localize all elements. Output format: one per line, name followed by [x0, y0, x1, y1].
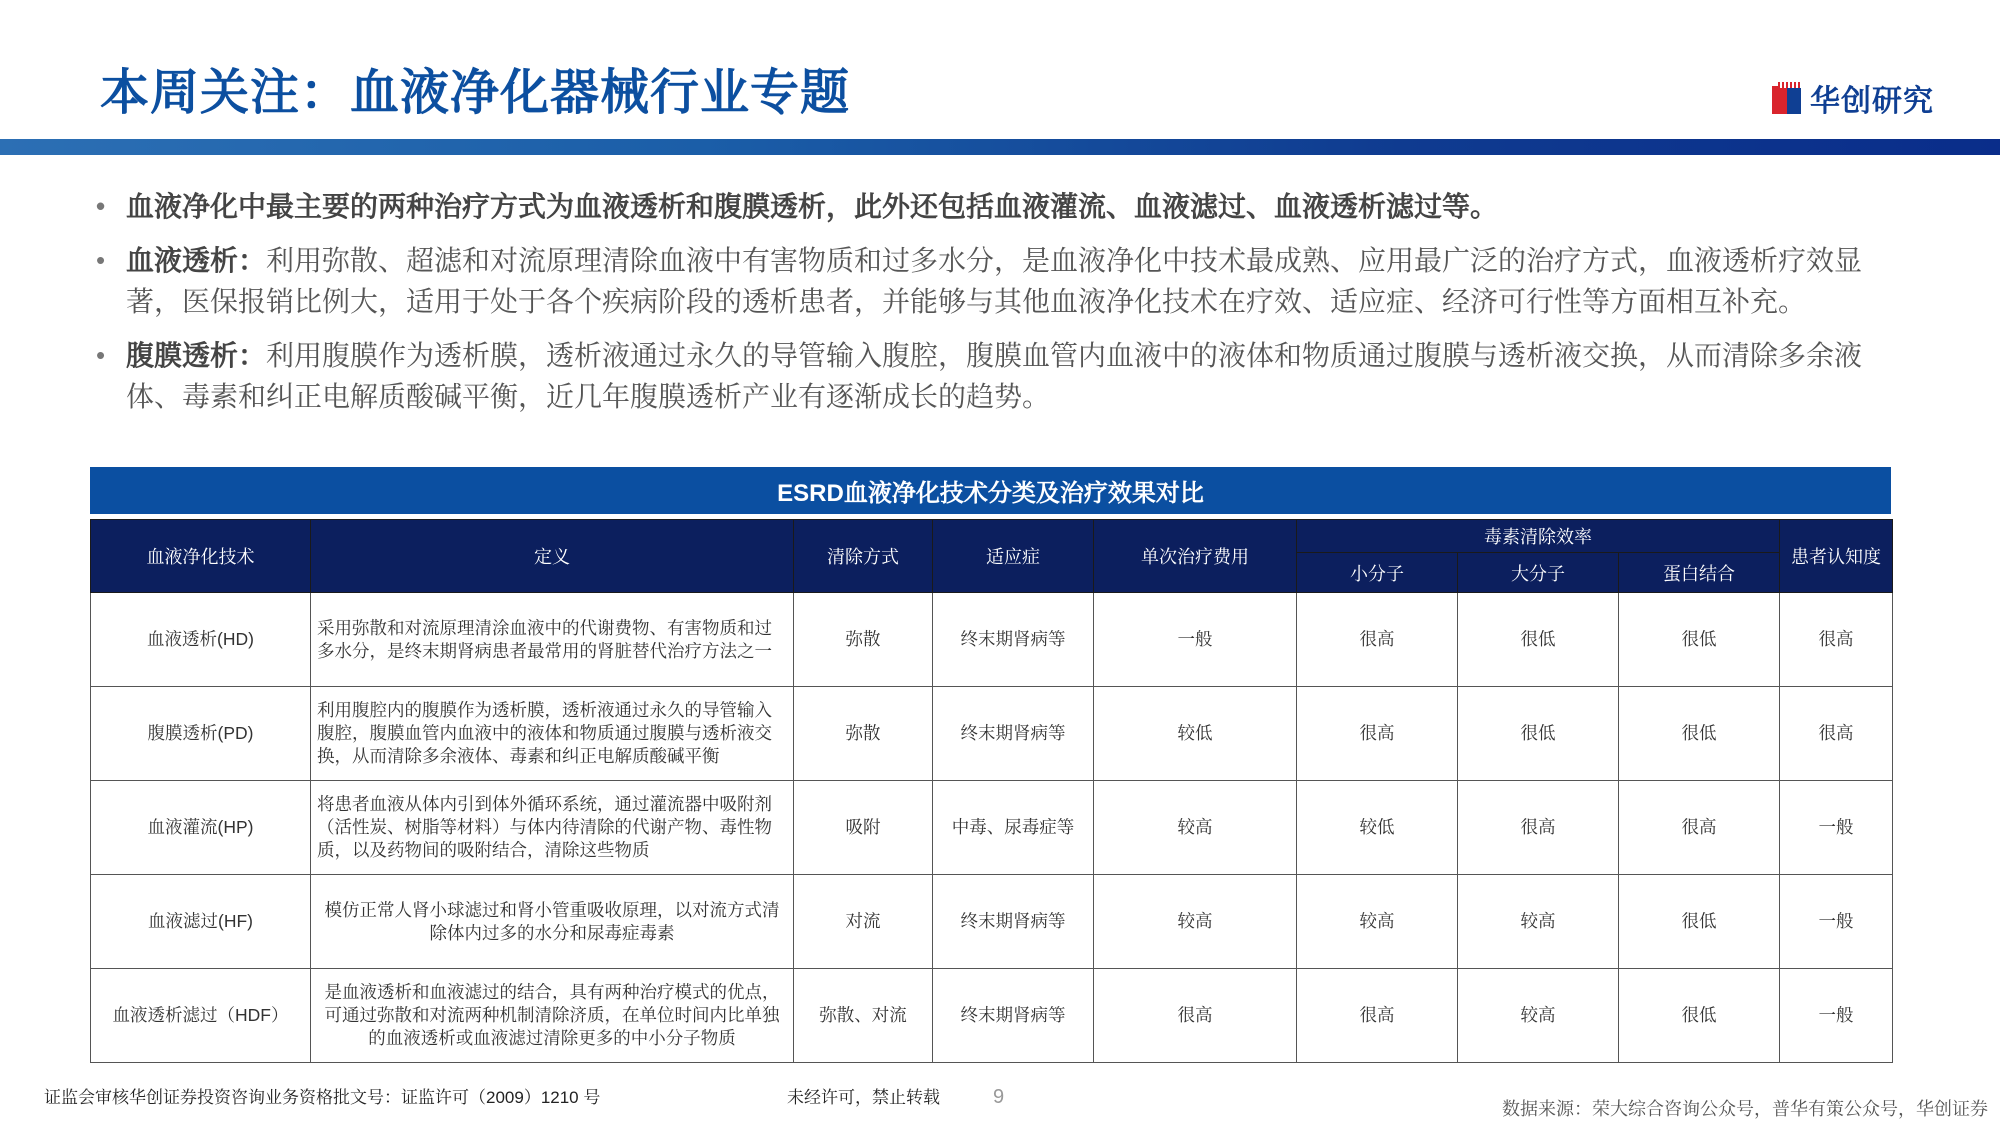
cell-technique: 腹膜透析(PD) — [91, 687, 311, 781]
cell-small: 很高 — [1297, 969, 1458, 1063]
cell-cost: 较高 — [1094, 781, 1297, 875]
bullet-item — [96, 240, 1866, 322]
cell-method: 弥散 — [794, 593, 933, 687]
cell-technique: 血液透析滤过（HDF） — [91, 969, 311, 1063]
header-clearance-method: 清除方式 — [794, 520, 933, 593]
bullet-item — [96, 186, 1896, 227]
header-definition: 定义 — [311, 520, 794, 593]
cell-technique: 血液滤过(HF) — [91, 875, 311, 969]
bullet-text: 利用弥散、超滤和对流原理清除血液中有害物质和过多水分，是血液净化中技术最成熟、应用最广泛的治疗方式，血液透析疗效显著，医保报销比例大，适用于处于各个疾病阶段的透析患者，并能够与其他血液净化技术在疗效、适应症、经济可行性等方面相互补充。 — [126, 245, 1863, 317]
header-cost: 单次治疗费用 — [1094, 520, 1297, 593]
cell-indication: 终末期肾病等 — [933, 875, 1094, 969]
cell-method: 吸附 — [794, 781, 933, 875]
cell-method: 对流 — [794, 875, 933, 969]
header-large-molecule: 大分子 — [1458, 553, 1619, 593]
cell-large: 很低 — [1458, 687, 1619, 781]
bullet-item — [96, 335, 1866, 417]
cell-protein: 很低 — [1619, 593, 1780, 687]
cell-protein: 很高 — [1619, 781, 1780, 875]
cell-technique: 血液透析(HD) — [91, 593, 311, 687]
header-protein-bound: 蛋白结合 — [1619, 553, 1780, 593]
brand-logo — [1772, 76, 1934, 120]
header-divider-bar — [0, 139, 2000, 155]
page-title: 本周关注：血液净化器械行业专题 — [100, 66, 851, 120]
bullet-heading: 腹膜透析： — [126, 340, 267, 371]
bullet-text: 利用腹膜作为透析膜，透析液通过永久的导管输入腹腔，腹膜血管内血液中的液体和物质通过腹膜与透析液交换，从而清除多余液体、毒素和纠正电解质酸碱平衡，近几年腹膜透析产业有逐渐成长的趋势。 — [126, 340, 1863, 412]
cell-awareness: 一般 — [1780, 875, 1893, 969]
cell-cost: 较低 — [1094, 687, 1297, 781]
cell-method: 弥散、对流 — [794, 969, 933, 1063]
table-row — [91, 687, 1893, 781]
logo-text: 华创研究 — [1810, 85, 1934, 118]
cell-large: 较高 — [1458, 875, 1619, 969]
bullet-heading: 血液透析： — [126, 245, 267, 276]
cell-cost: 很高 — [1094, 969, 1297, 1063]
cell-small: 较高 — [1297, 875, 1458, 969]
table-row — [91, 781, 1893, 875]
comparison-table — [90, 519, 1893, 1063]
cell-indication: 终末期肾病等 — [933, 593, 1094, 687]
logo-cube-icon — [1772, 82, 1802, 114]
header-small-molecule: 小分子 — [1297, 553, 1458, 593]
table-row — [91, 969, 1893, 1063]
cell-awareness: 很高 — [1780, 687, 1893, 781]
cell-indication: 中毒、尿毒症等 — [933, 781, 1094, 875]
bullet-list — [96, 186, 1896, 430]
cell-small: 很高 — [1297, 687, 1458, 781]
cell-small: 较低 — [1297, 781, 1458, 875]
header-toxin-group: 毒素清除效率 — [1297, 520, 1780, 553]
header-indication: 适应症 — [933, 520, 1094, 593]
cell-definition: 利用腹腔内的腹膜作为透析膜，透析液通过永久的导管输入腹腔，腹膜血管内血液中的液体和物质通过腹膜与透析液交换，从而清除多余液体、毒素和纠正电解质酸碱平衡 — [311, 687, 794, 781]
license-text: 证监会审核华创证券投资咨询业务资格批文号：证监许可（2009）1210 号 — [44, 1088, 601, 1107]
cell-definition: 模仿正常人肾小球滤过和肾小管重吸收原理，以对流方式清除体内过多的水分和尿毒症毒素 — [311, 875, 794, 969]
cell-awareness: 一般 — [1780, 969, 1893, 1063]
cell-protein: 很低 — [1619, 875, 1780, 969]
cell-large: 很低 — [1458, 593, 1619, 687]
bullet-summary: 血液净化中最主要的两种治疗方式为血液透析和腹膜透析，此外还包括血液灌流、血液滤过、血液透析滤过等。 — [126, 191, 1499, 222]
cell-small: 很高 — [1297, 593, 1458, 687]
cell-awareness: 很高 — [1780, 593, 1893, 687]
header-awareness: 患者认知度 — [1780, 520, 1893, 593]
table-row — [91, 593, 1893, 687]
cell-cost: 较高 — [1094, 875, 1297, 969]
cell-awareness: 一般 — [1780, 781, 1893, 875]
cell-definition: 采用弥散和对流原理清涂血液中的代谢费物、有害物质和过多水分，是终末期肾病患者最常用的肾脏替代治疗方法之一 — [311, 593, 794, 687]
table-row — [91, 875, 1893, 969]
cell-indication: 终末期肾病等 — [933, 969, 1094, 1063]
header-technique: 血液净化技术 — [91, 520, 311, 593]
cell-cost: 一般 — [1094, 593, 1297, 687]
copyright-notice: 未经许可，禁止转载 — [787, 1088, 940, 1107]
cell-definition: 将患者血液从体内引到体外循环系统，通过灌流器中吸附剂（活性炭、树脂等材料）与体内待清除的代谢产物、毒性物质，以及药物间的吸附结合，清除这些物质 — [311, 781, 794, 875]
page-number: 9 — [993, 1086, 1005, 1108]
cell-technique: 血液灌流(HP) — [91, 781, 311, 875]
cell-large: 较高 — [1458, 969, 1619, 1063]
table-title: ESRD血液净化技术分类及治疗效果对比 — [90, 467, 1891, 514]
cell-indication: 终末期肾病等 — [933, 687, 1094, 781]
cell-definition: 是血液透析和血液滤过的结合，具有两种治疗模式的优点，可通过弥散和对流两种机制清除济质，在单位时间内比单独的血液透析或血液滤过清除更多的中小分子物质 — [311, 969, 794, 1063]
cell-protein: 很低 — [1619, 687, 1780, 781]
data-source: 数据来源：荣大综合咨询公众号，普华有策公众号，华创证券 — [1502, 1099, 1988, 1119]
cell-large: 很高 — [1458, 781, 1619, 875]
cell-protein: 很低 — [1619, 969, 1780, 1063]
cell-method: 弥散 — [794, 687, 933, 781]
